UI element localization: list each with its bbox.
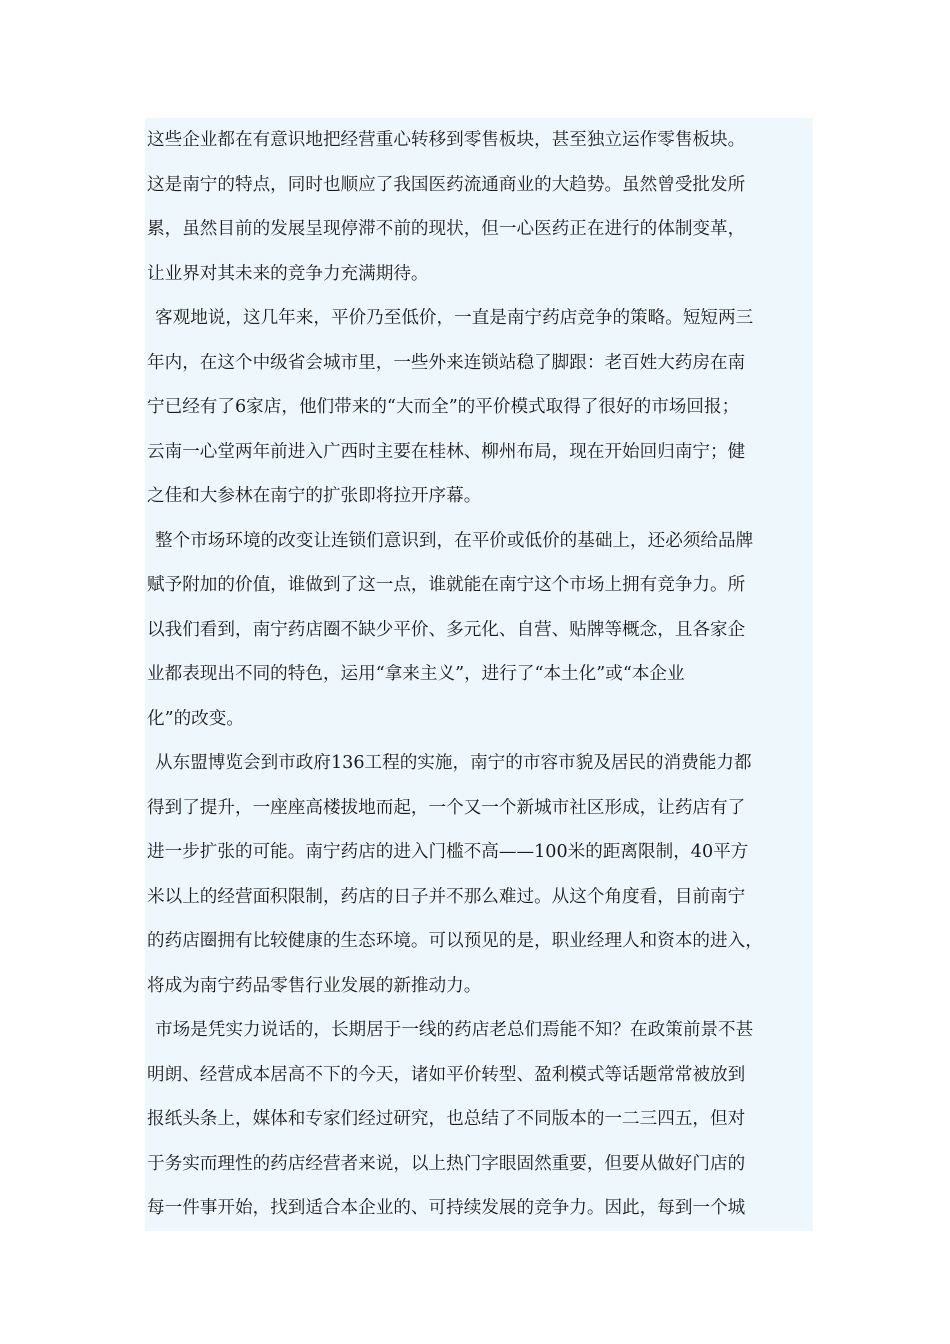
text-line: 米以上的经营面积限制，药店的日子并不那么难过。从这个角度看，目前南宁 (145, 875, 813, 920)
text-line: 进一步扩张的可能。南宁药店的进入门槛不高——100米的距离限制，40平方 (145, 830, 813, 875)
text-line: 宁已经有了6家店，他们带来的“大而全”的平价模式取得了很好的市场回报； (145, 385, 813, 430)
text-line: 这是南宁的特点，同时也顺应了我国医药流通商业的大趋势。虽然曾受批发所 (145, 163, 813, 208)
text-line: 业都表现出不同的特色，运用“拿来主义”，进行了“本土化”或“本企业 (145, 652, 813, 697)
text-line: 云南一心堂两年前进入广西时主要在桂林、柳州布局，现在开始回归南宁；健 (145, 430, 813, 475)
text-line: 的药店圈拥有比较健康的生态环境。可以预见的是，职业经理人和资本的进入， (145, 919, 813, 964)
text-line: 报纸头条上，媒体和专家们经过研究，也总结了不同版本的一二三四五，但对 (145, 1097, 813, 1142)
text-line: 化”的改变。 (145, 697, 813, 742)
text-line: 整个市场环境的改变让连锁们意识到，在平价或低价的基础上，还必须给品牌 (145, 519, 813, 564)
text-line: 累，虽然目前的发展呈现停滞不前的现状，但一心医药正在进行的体制变革， (145, 207, 813, 252)
text-line: 市场是凭实力说话的，长期居于一线的药店老总们焉能不知？在政策前景不甚 (145, 1008, 813, 1053)
text-line: 赋予附加的价值，谁做到了这一点，谁就能在南宁这个市场上拥有竞争力。所 (145, 563, 813, 608)
text-line: 之佳和大参林在南宁的扩张即将拉开序幕。 (145, 474, 813, 519)
text-line: 以我们看到，南宁药店圈不缺少平价、多元化、自营、贴牌等概念，且各家企 (145, 608, 813, 653)
text-line: 得到了提升，一座座高楼拔地而起，一个又一个新城市社区形成，让药店有了 (145, 786, 813, 831)
text-line: 于务实而理性的药店经营者来说，以上热门字眼固然重要，但要从做好门店的 (145, 1142, 813, 1187)
text-line: 从东盟博览会到市政府136工程的实施，南宁的市容市貌及居民的消费能力都 (145, 741, 813, 786)
text-line: 年内，在这个中级省会城市里，一些外来连锁站稳了脚跟：老百姓大药房在南 (145, 341, 813, 386)
text-line: 每一件事开始，找到适合本企业的、可持续发展的竞争力。因此，每到一个城 (145, 1186, 813, 1231)
text-line: 让业界对其未来的竞争力充满期待。 (145, 252, 813, 297)
text-line: 将成为南宁药品零售行业发展的新推动力。 (145, 964, 813, 1009)
body-text (145, 118, 813, 1231)
text-line: 这些企业都在有意识地把经营重心转移到零售板块，甚至独立运作零售板块。 (145, 118, 813, 163)
text-line: 客观地说，这几年来，平价乃至低价，一直是南宁药店竞争的策略。短短两三 (145, 296, 813, 341)
text-line: 明朗、经营成本居高不下的今天，诸如平价转型、盈利模式等话题常常被放到 (145, 1053, 813, 1098)
